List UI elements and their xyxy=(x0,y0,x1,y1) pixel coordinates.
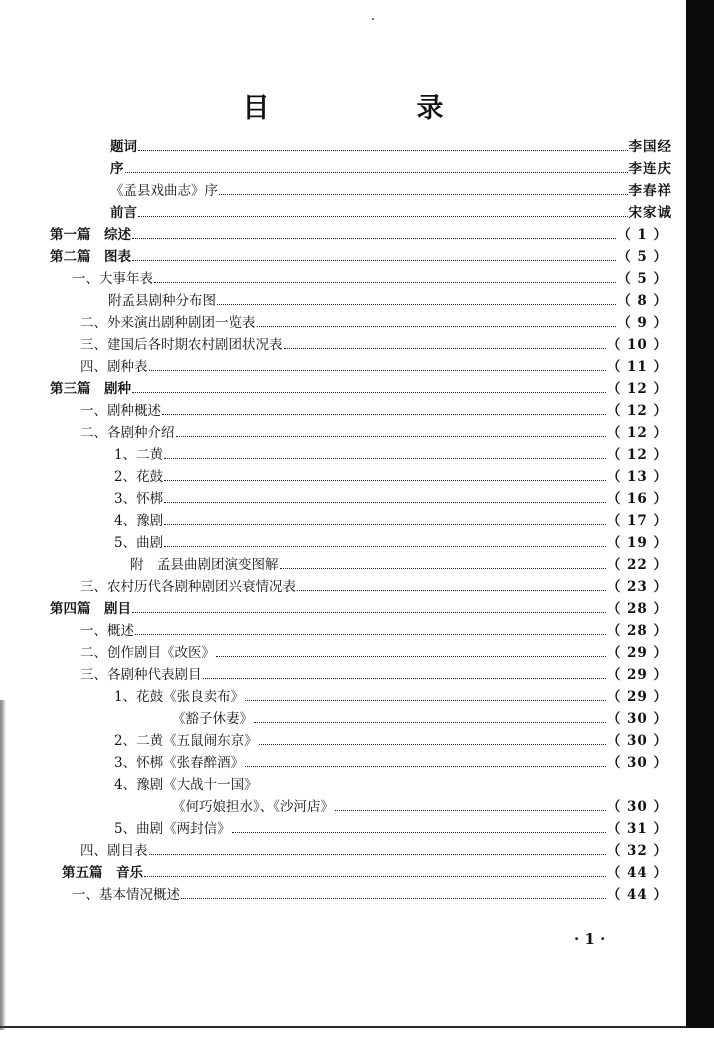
toc-entry xyxy=(80,576,668,598)
dot-leader xyxy=(149,854,606,855)
toc-label: 5、曲剧《两封信》 xyxy=(114,821,231,837)
toc-page: （ 28 ） xyxy=(606,601,668,617)
toc-entry xyxy=(114,488,668,510)
toc-author: 宋家诚 xyxy=(628,205,672,221)
toc-label: 3、怀梆 xyxy=(114,491,164,507)
toc-entry xyxy=(172,796,668,818)
toc-label: 《孟县戏曲志》序 xyxy=(110,183,218,199)
toc-label: 第三篇 剧种 xyxy=(50,381,131,397)
toc-entry xyxy=(114,752,668,774)
toc-page: （ 19 ） xyxy=(606,535,668,551)
toc-page: （ 12 ） xyxy=(606,425,668,441)
toc-label: 二、创作剧目《改医》 xyxy=(80,645,215,661)
toc-page: （ 30 ） xyxy=(606,711,668,727)
toc-entry-part-5 xyxy=(62,862,668,884)
toc-label: 2、二黄《五鼠闹东京》 xyxy=(114,733,258,749)
toc-label: 前言 xyxy=(110,205,137,221)
dot-leader xyxy=(217,304,616,305)
toc-label: 一、大事年表 xyxy=(72,271,153,287)
toc-page: （ 30 ） xyxy=(606,733,668,749)
toc-page: （ 1 ） xyxy=(617,227,668,243)
dot-leader xyxy=(164,546,606,547)
toc-page: （ 22 ） xyxy=(606,557,668,573)
toc-entry xyxy=(80,312,668,334)
dot-leader xyxy=(135,634,606,635)
toc-page: （ 5 ） xyxy=(617,249,668,265)
dot-leader xyxy=(257,326,617,327)
toc-entry-foreword xyxy=(110,202,672,224)
dot-leader xyxy=(138,216,628,217)
dot-leader xyxy=(149,370,606,371)
dot-leader xyxy=(280,568,606,569)
dot-leader xyxy=(132,612,606,613)
toc-label: 第四篇 剧目 xyxy=(50,601,131,617)
toc-page: （ 9 ） xyxy=(617,315,668,331)
toc-entry xyxy=(80,664,668,686)
toc-entry xyxy=(80,642,668,664)
toc-label: 一、概述 xyxy=(80,623,134,639)
dot-leader xyxy=(181,898,606,899)
toc-page: （ 44 ） xyxy=(606,865,668,881)
dot-leader xyxy=(335,810,606,811)
toc-entry xyxy=(114,510,668,532)
toc-entry-preface-2 xyxy=(110,180,672,202)
toc-page: （ 29 ） xyxy=(606,645,668,661)
dot-leader xyxy=(164,502,606,503)
dot-leader xyxy=(144,876,606,877)
toc-entry xyxy=(80,334,668,356)
dot-leader xyxy=(132,238,616,239)
toc-page: （ 30 ） xyxy=(606,799,668,815)
toc-label: 题词 xyxy=(110,139,137,155)
toc-entry-part-2 xyxy=(50,246,668,268)
toc-label: 三、农村历代各剧种剧团兴衰情况表 xyxy=(80,579,296,595)
toc-page: （ 16 ） xyxy=(606,491,668,507)
dot-leader xyxy=(245,700,606,701)
dot-leader xyxy=(297,590,606,591)
toc-author: 李连庆 xyxy=(628,161,672,177)
dot-leader xyxy=(162,414,606,415)
toc-entry xyxy=(130,554,668,576)
toc-entry xyxy=(80,356,668,378)
toc-author: 李国经 xyxy=(628,139,672,155)
toc-entry xyxy=(72,268,668,290)
dot-leader xyxy=(259,744,606,745)
dot-leader xyxy=(203,678,606,679)
toc-entry-part-1 xyxy=(50,224,668,246)
dot-leader xyxy=(132,392,606,393)
dot-leader xyxy=(138,150,628,151)
toc-label: 附 孟县曲剧团演变图解 xyxy=(130,557,279,573)
scan-left-shadow xyxy=(0,700,6,1030)
dot-leader xyxy=(164,458,606,459)
toc-entry xyxy=(114,532,668,554)
toc-entry xyxy=(80,840,668,862)
toc-entry-inscription xyxy=(110,136,672,158)
dot-leader xyxy=(232,832,606,833)
toc-author: 李春祥 xyxy=(628,183,672,199)
toc-label: 4、豫剧 xyxy=(114,513,164,529)
toc-label: 1、二黄 xyxy=(114,447,164,463)
dot-leader xyxy=(125,172,628,173)
dot-leader xyxy=(284,348,606,349)
toc-page: （ 31 ） xyxy=(606,821,668,837)
toc-label: 3、怀梆《张春醉酒》 xyxy=(114,755,245,771)
dot-leader xyxy=(154,282,616,283)
toc-label: 四、剧种表 xyxy=(80,359,148,375)
toc-entry xyxy=(72,884,668,906)
toc-entry-part-4 xyxy=(50,598,668,620)
scan-bottom-edge xyxy=(0,1026,686,1028)
toc-label: 一、剧种概述 xyxy=(80,403,161,419)
toc-label: 序 xyxy=(110,161,124,177)
toc-page: （ 13 ） xyxy=(606,469,668,485)
toc-entry xyxy=(114,466,668,488)
toc-page: （ 29 ） xyxy=(606,667,668,683)
toc-label: 三、各剧种代表剧目 xyxy=(80,667,202,683)
toc-page: （ 32 ） xyxy=(606,843,668,859)
toc-label: 2、花鼓 xyxy=(114,469,164,485)
dot-leader xyxy=(245,766,606,767)
toc-label: 一、基本情况概述 xyxy=(72,887,180,903)
toc-page: （ 10 ） xyxy=(606,337,668,353)
toc-page: （ 44 ） xyxy=(606,887,668,903)
page-title: 目 录 xyxy=(242,93,504,124)
toc-page: （ 5 ） xyxy=(617,271,668,287)
toc-page: （ 11 ） xyxy=(606,359,668,375)
toc-label: 二、外来演出剧种剧团一览表 xyxy=(80,315,256,331)
toc-entry xyxy=(114,444,668,466)
toc-entry xyxy=(80,620,668,642)
toc-entry xyxy=(172,708,668,730)
toc-entry xyxy=(80,422,668,444)
toc-entry xyxy=(80,400,668,422)
toc-label: 第二篇 图表 xyxy=(50,249,131,265)
dot-leader xyxy=(164,524,606,525)
toc-label: 《何巧娘担水》、《沙河店》 xyxy=(172,799,334,815)
toc-page: （ 12 ） xyxy=(606,403,668,419)
toc-label: 二、各剧种介绍 xyxy=(80,425,175,441)
toc-page: （ 23 ） xyxy=(606,579,668,595)
toc-entry-preface xyxy=(110,158,672,180)
toc-page: （ 12 ） xyxy=(606,381,668,397)
page-number: · 1 · xyxy=(574,930,606,948)
dot-leader xyxy=(176,436,606,437)
scan-binding-edge xyxy=(686,0,714,1028)
toc-label: 1、花鼓《张良卖布》 xyxy=(114,689,245,705)
scan-speck xyxy=(372,18,374,20)
toc-entry xyxy=(114,730,668,752)
toc-label: 第一篇 综述 xyxy=(50,227,131,243)
toc-label: 附孟县剧种分布图 xyxy=(108,293,216,309)
toc-page: （ 29 ） xyxy=(606,689,668,705)
toc-label: 三、建国后各时期农村剧团状况表 xyxy=(80,337,283,353)
toc-label: 《豁子休妻》 xyxy=(172,711,253,727)
dot-leader xyxy=(132,260,616,261)
toc-page: （ 12 ） xyxy=(606,447,668,463)
toc-page: （ 30 ） xyxy=(606,755,668,771)
toc-entry xyxy=(114,774,668,796)
toc-page: （ 28 ） xyxy=(606,623,668,639)
toc-entry xyxy=(114,818,668,840)
toc-page: （ 8 ） xyxy=(617,293,668,309)
toc-label: 5、曲剧 xyxy=(114,535,164,551)
toc-entry xyxy=(114,686,668,708)
dot-leader xyxy=(219,194,628,195)
toc-page: （ 17 ） xyxy=(606,513,668,529)
toc-label: 4、豫剧《大战十一国》 xyxy=(114,777,258,793)
toc-entry xyxy=(108,290,668,312)
dot-leader xyxy=(164,480,606,481)
toc-label: 四、剧目表 xyxy=(80,843,148,859)
dot-leader xyxy=(216,656,606,657)
toc-entry-part-3 xyxy=(50,378,668,400)
toc-label: 第五篇 音乐 xyxy=(62,865,143,881)
dot-leader xyxy=(254,722,606,723)
